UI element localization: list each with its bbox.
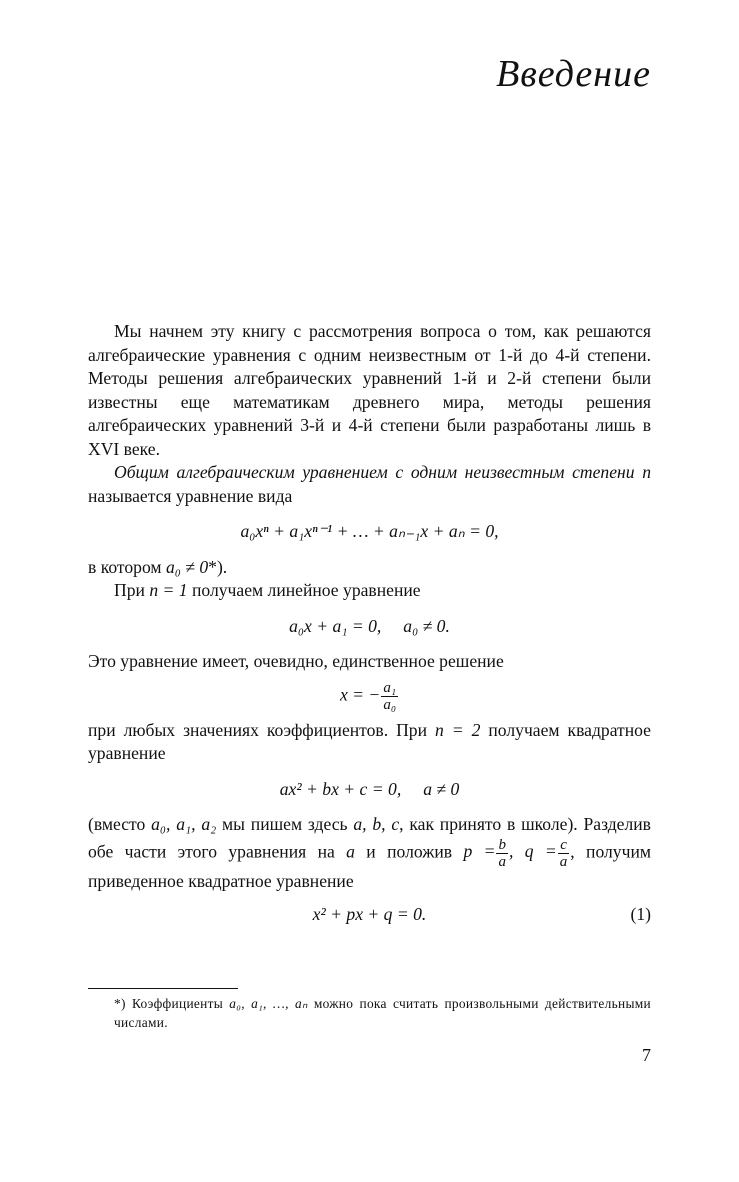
n-equals-2: n = 2 [435,719,481,740]
q-definition: , q = $\frac{c}{a}$ [508,836,568,870]
fraction-b-over-a: $\frac{b}{a}$ [498,836,506,870]
formula-linear: a₀x + a₁ = 0, a₀ ≠ 0. [289,615,450,636]
formula-solution: x = − $\frac{\text{a₁}}{\text{a₀}}$ [339,679,397,713]
definition-tail: называется уравнение вида [88,485,293,506]
page-number: 7 [642,1045,651,1065]
coefficients-indexed: a₀, a₁, a₂ [151,814,217,834]
reduced-equation: x² + px + q = 0. [312,904,427,924]
coefficients-letters: a, b, c [353,814,400,834]
formula-general-equation: a₀xⁿ + a₁xⁿ⁻¹ + … + aₙ₋₁x + aₙ = 0, [240,521,499,541]
formula-reduced-quadratic [88,903,651,927]
n-equals-1: n = 1 [149,580,188,600]
definition-term: Общим алгебраическим уравнением с одним неизвестным степени [114,462,635,482]
paragraph-unique-solution: Это уравнение имеет, очевидно, единственное решение [88,651,504,671]
p-definition: p = $\frac{b}{a}$ [463,836,506,870]
fraction-c-over-a: $\frac{c}{a}$ [559,836,568,870]
footnote: *) Коэффициенты a₀, a₁, …, aₙ можно пока считать произвольными действительными числами. [114,996,651,1030]
body-text [88,320,651,937]
condition-a0: a₀ ≠ 0 [165,556,209,577]
equation-number: (1) [630,904,651,924]
paragraph-reduction: (вместо a₀, a₁, a₂ мы пишем здесь a, b, c, как принято в школе). Разделив обе части этого уравнения на a и положив p = $\frac{b}{a}$ , q = $\frac{c}{a}$ , получим приведенное квадратное уравнение [88,814,651,891]
chapter-title: Введение [496,53,651,95]
divisor-a: a [346,841,355,862]
paragraph-definition [88,461,651,508]
paragraph-linear: При n = 1 получаем линейное уравнение [114,580,421,600]
footnote-rule [88,988,238,989]
degree-variable: n [642,462,651,482]
fraction-a1-over-a0: $\frac{\text{a₁}}{\text{a₀}}$ [383,679,397,713]
paragraph-intro: Мы начнем эту книгу с рассмотрения вопроса о том, как решаются алгебраические уравнения с одним неизвестным от 1-й до 4-й степени. Методы решения алгебраических уравнений 1-й и 2-й степени были известны еще математикам древнего мира, методы решения алгебраических уравнений 3-й и 4-й степени были разработаны лишь в XVI веке. [88,321,651,459]
paragraph-condition: в котором a₀ ≠ 0*). [88,556,228,577]
formula-quadratic: ax² + bx + c = 0, a ≠ 0 [279,778,460,799]
footnote-coefficients: a₀, a₁, …, aₙ [229,996,308,1011]
paragraph-quadratic: при любых значениях коэффициентов. При n = 2 получаем квадратное уравнение [88,719,651,763]
